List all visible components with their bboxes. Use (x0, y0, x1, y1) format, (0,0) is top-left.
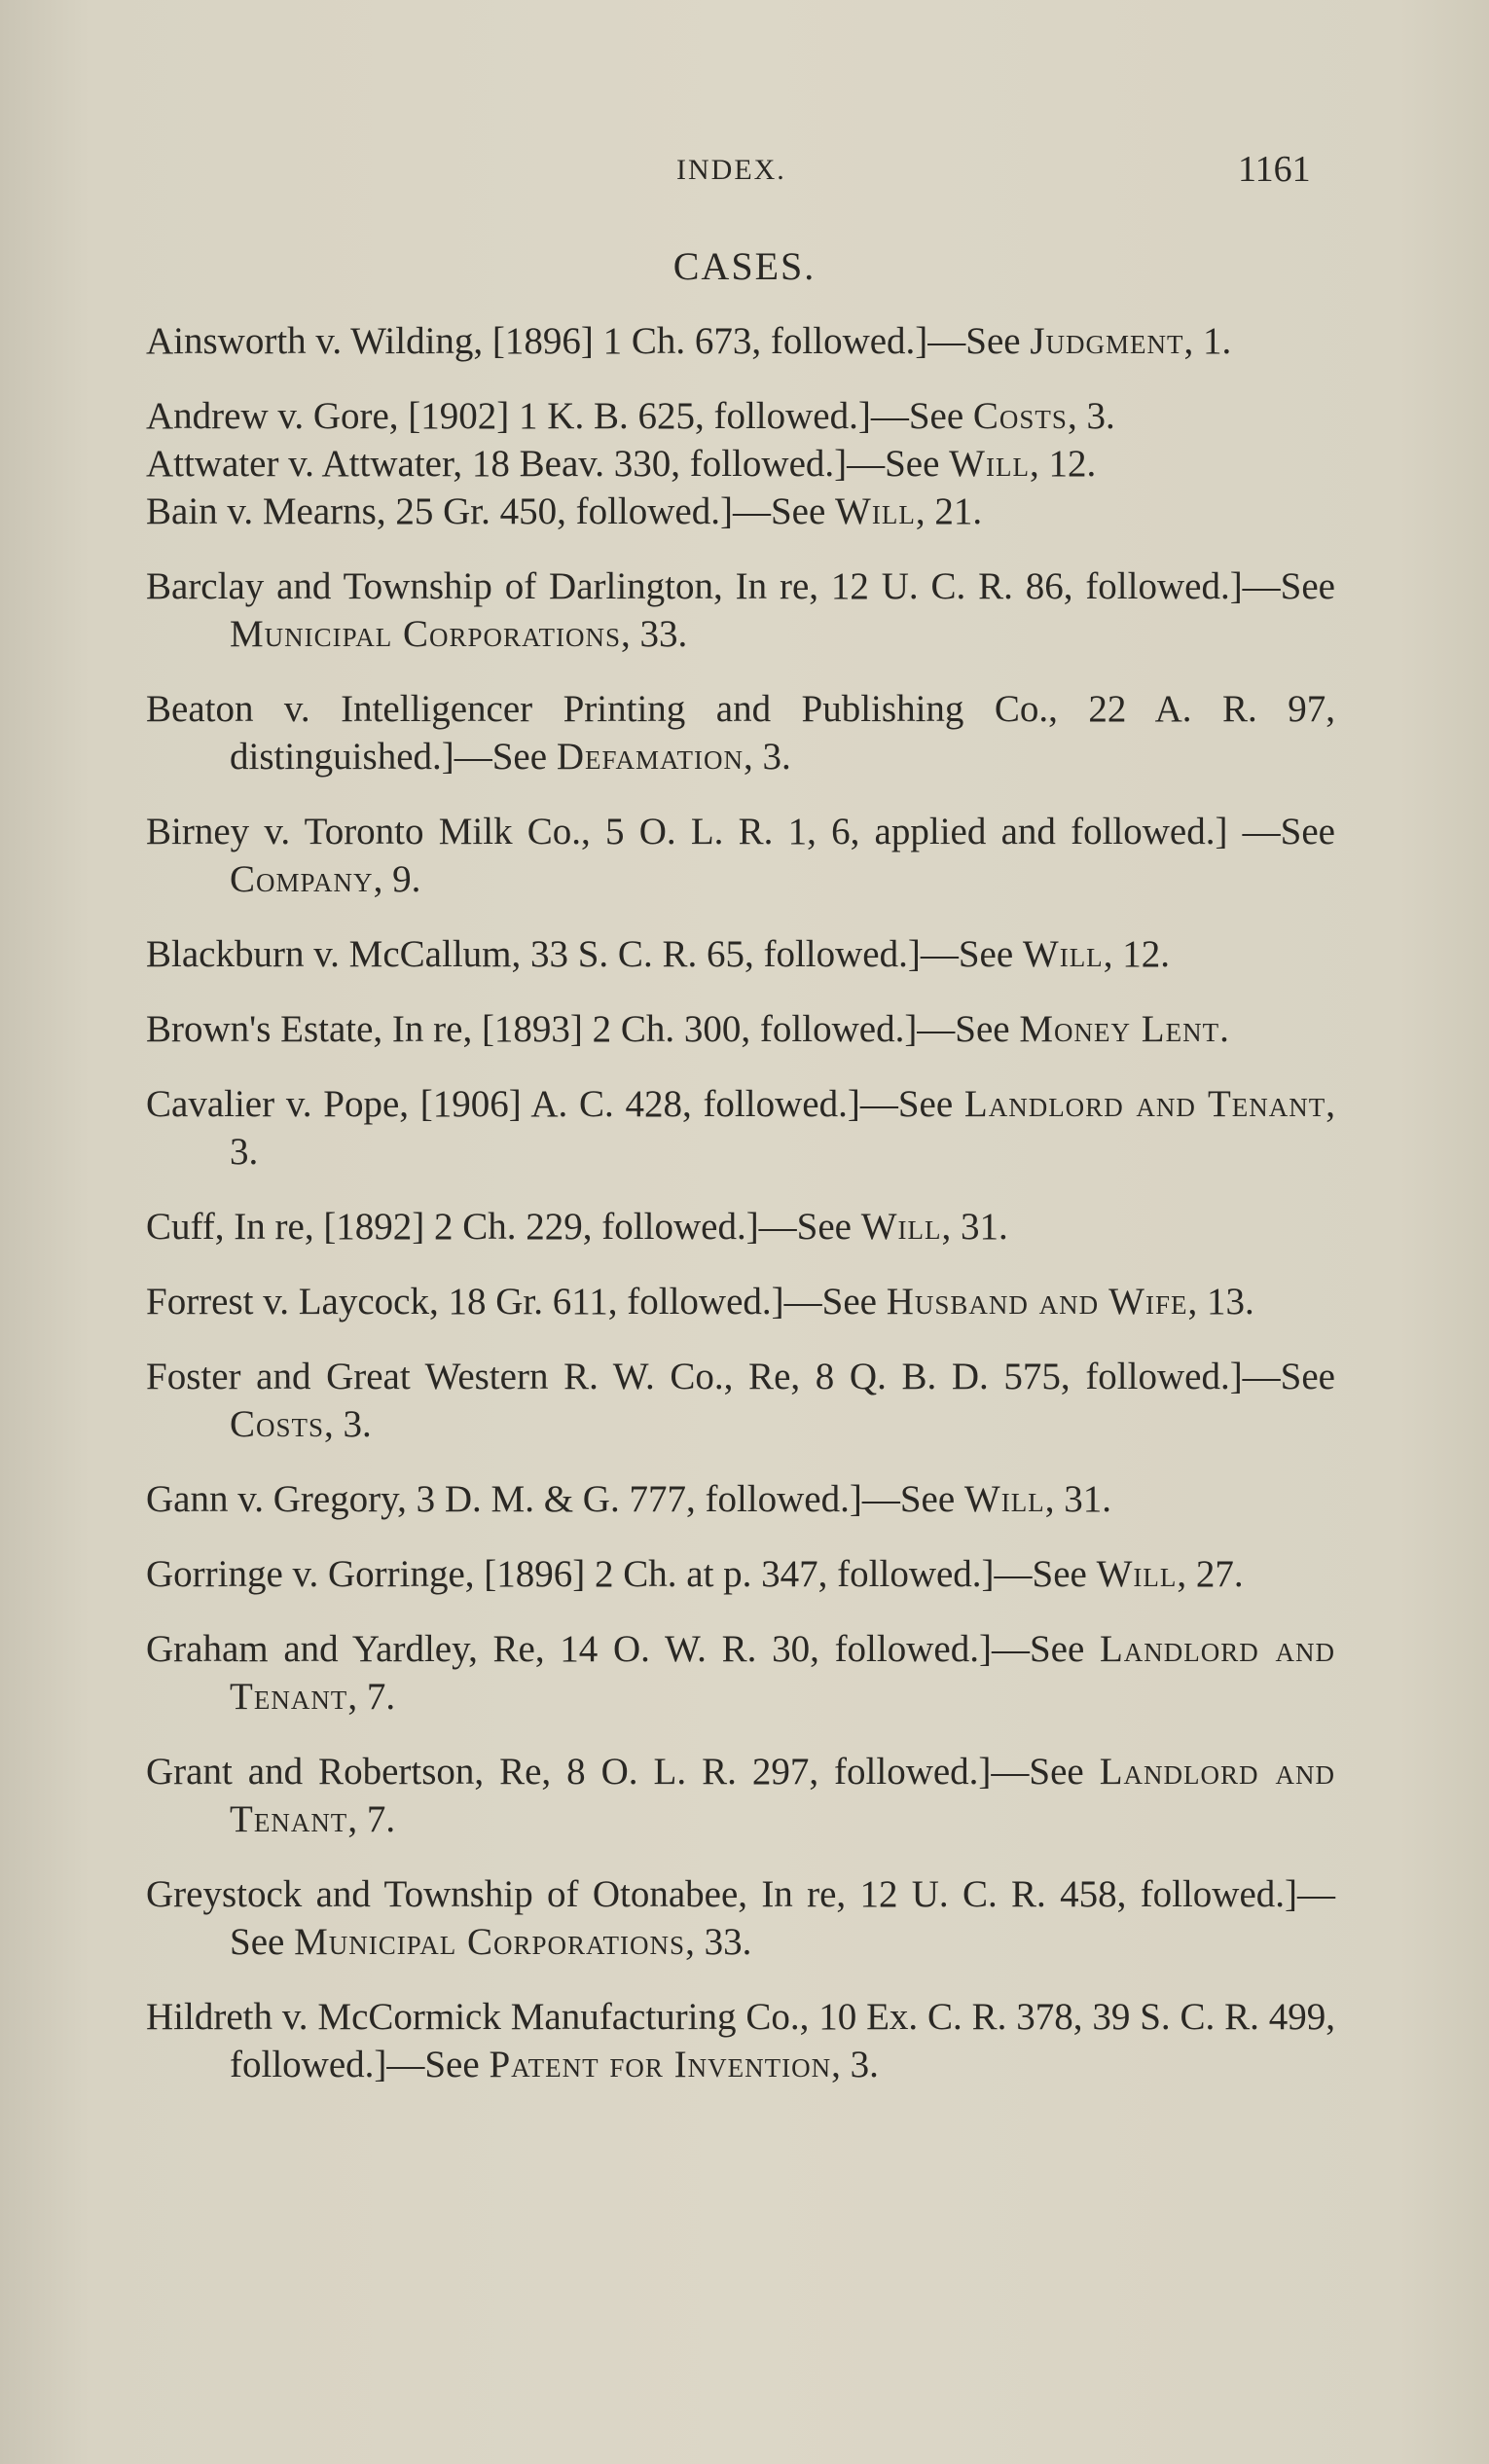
case-entry (146, 1625, 1335, 1721)
cross-reference-number: , 3. (831, 2044, 879, 2085)
cross-reference: Will (860, 1206, 942, 1248)
cross-reference-number: , 3. (324, 1403, 372, 1445)
cross-reference-number: , 12. (1103, 933, 1170, 975)
cross-reference-number: , 33. (621, 613, 688, 655)
cross-reference-number: , 3. (743, 736, 791, 778)
cross-reference: Money Lent (1019, 1008, 1220, 1050)
cross-reference: Municipal Corporations (230, 613, 621, 655)
case-citation: Gann v. Gregory, 3 D. M. & G. 777, followed.]—See (146, 1478, 964, 1520)
case-citation: Cuff, In re, [1892] 2 Ch. 229, followed.]—See (146, 1206, 861, 1248)
case-citation: Gorringe v. Gorringe, [1896] 2 Ch. at p. 347, followed.]—See (146, 1553, 1097, 1595)
case-entry (146, 1993, 1335, 2088)
case-entry (146, 317, 1335, 365)
case-citation: Bain v. Mearns, 25 Gr. 450, followed.]—See (146, 490, 836, 532)
case-entry (146, 488, 1335, 535)
case-citation: Birney v. Toronto Milk Co., 5 O. L. R. 1, 6, applied and followed.] —See (146, 811, 1335, 852)
running-head: INDEX. (676, 154, 786, 186)
case-citation: Greystock and Township of Otonabee, In re, 12 U. C. R. 458, followed.]—See (146, 1873, 1335, 1963)
cross-reference: Will (1022, 933, 1104, 975)
case-citation: Cavalier v. Pope, [1906] A. C. 428, followed.]—See (146, 1083, 964, 1125)
cross-reference-number: , 3. (1067, 395, 1115, 437)
case-entry (146, 1475, 1335, 1523)
case-entry (146, 1748, 1335, 1843)
cross-reference: Company (230, 858, 374, 900)
case-entry (146, 808, 1335, 903)
case-citation: Barclay and Township of Darlington, In re, 12 U. C. R. 86, followed.]—See (146, 565, 1335, 607)
case-entry (146, 440, 1335, 488)
cross-reference-number: , 7. (347, 1676, 396, 1718)
cross-reference-number: , 7. (347, 1798, 396, 1840)
cross-reference-number: , 13. (1187, 1281, 1254, 1323)
case-entry (146, 392, 1335, 440)
cross-reference: Landlord and Tenant (230, 1628, 1335, 1718)
page-number: 1161 (1238, 149, 1311, 190)
cross-reference: Husband and Wife (886, 1281, 1188, 1323)
cross-reference-number: , 21. (915, 490, 983, 532)
cross-reference-number: , 31. (1044, 1478, 1111, 1520)
case-entry (146, 1080, 1335, 1176)
case-citation: Blackburn v. McCallum, 33 S. C. R. 65, followed.]—See (146, 933, 1023, 975)
case-entry (146, 685, 1335, 780)
case-entry (146, 930, 1335, 978)
case-citation: Beaton v. Intelligencer Printing and Publishing Co., 22 A. R. 97, distinguished.]—See (146, 688, 1335, 778)
cross-reference: Will (1096, 1553, 1178, 1595)
cross-reference-number: , 31. (941, 1206, 1008, 1248)
case-citation: Graham and Yardley, Re, 14 O. W. R. 30, followed.]—See (146, 1628, 1100, 1670)
case-entry (146, 1005, 1335, 1053)
case-citation: Brown's Estate, In re, [1893] 2 Ch. 300, followed.]—See (146, 1008, 1020, 1050)
case-citation: Forrest v. Laycock, 18 Gr. 611, followed.]—See (146, 1281, 887, 1323)
case-citation: Ainsworth v. Wilding, [1896] 1 Ch. 673, followed.]—See (146, 320, 1031, 362)
cross-reference: Landlord and Tenant (963, 1083, 1326, 1125)
cross-reference: Will (949, 443, 1030, 485)
cross-reference-number: , 1. (1183, 320, 1232, 362)
case-entry (146, 1353, 1335, 1448)
case-citation: Grant and Robertson, Re, 8 O. L. R. 297, followed.]—See (146, 1751, 1100, 1793)
cross-reference: Costs (972, 395, 1068, 437)
case-citation: Foster and Great Western R. W. Co., Re, 8 Q. B. D. 575, followed.]—See (146, 1356, 1335, 1397)
cross-reference-number: , 27. (1177, 1553, 1244, 1595)
case-citation: Andrew v. Gore, [1902] 1 K. B. 625, followed.]—See (146, 395, 973, 437)
cross-reference-number: , 3. (230, 1083, 1336, 1173)
cross-reference-number: , 33. (685, 1921, 752, 1963)
cross-reference-number: , 9. (373, 858, 421, 900)
cross-reference-number: , 12. (1029, 443, 1097, 485)
cross-reference: Defamation (556, 736, 744, 778)
cross-reference: Costs (230, 1403, 325, 1445)
case-entry (146, 1550, 1335, 1598)
case-entry (146, 1278, 1335, 1325)
cross-reference: Landlord and Tenant (230, 1751, 1336, 1840)
cross-reference: Will (835, 490, 916, 532)
case-index-list (146, 317, 1335, 2116)
cross-reference: Will (963, 1478, 1045, 1520)
cross-reference-number: . (1219, 1008, 1229, 1050)
section-title: CASES. (672, 244, 817, 288)
case-entry (146, 1870, 1335, 1966)
cross-reference: Judgment (1030, 320, 1184, 362)
cross-reference: Patent for Invention (489, 2044, 832, 2085)
cross-reference: Municipal Corporations (294, 1921, 686, 1963)
case-citation: Hildreth v. McCormick Manufacturing Co., 10 Ex. C. R. 378, 39 S. C. R. 499, followed.]—See (146, 1996, 1335, 2085)
case-entry (146, 1203, 1335, 1250)
case-entry (146, 562, 1335, 658)
case-citation: Attwater v. Attwater, 18 Beav. 330, followed.]—See (146, 443, 950, 485)
